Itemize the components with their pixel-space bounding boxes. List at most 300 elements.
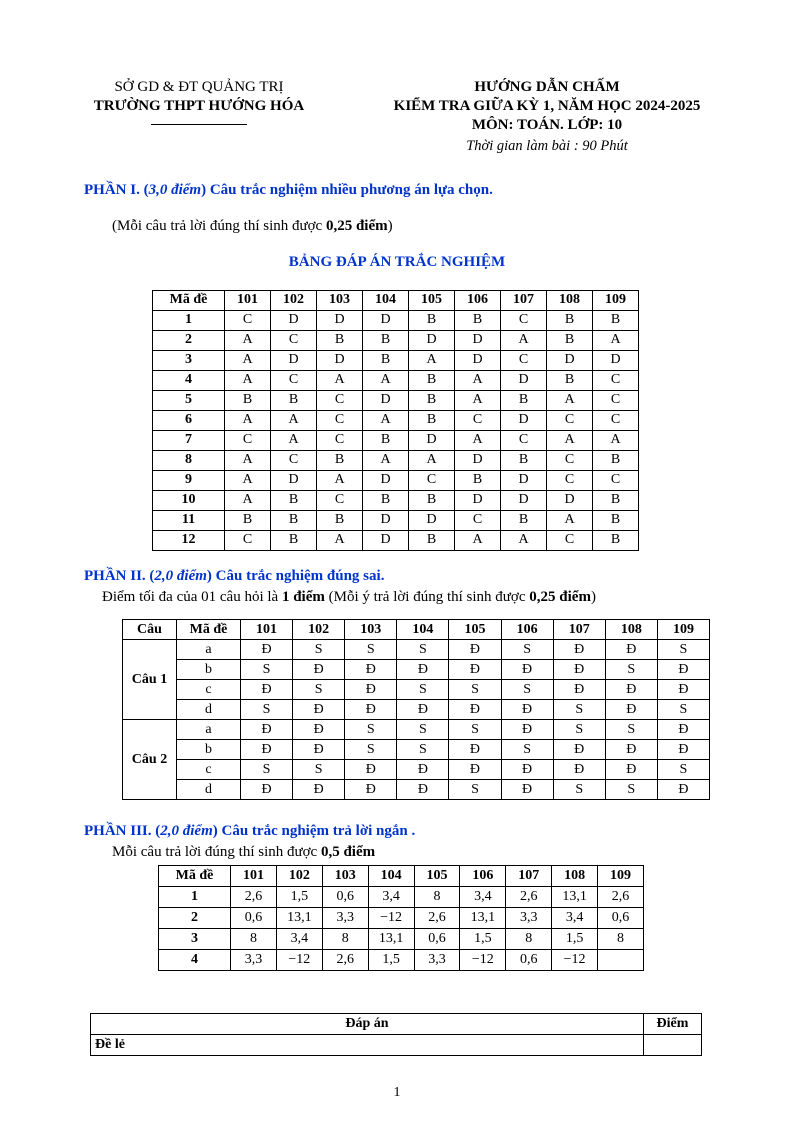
column-header: 102 bbox=[271, 290, 317, 310]
answer-cell: B bbox=[317, 510, 363, 530]
column-header: 104 bbox=[397, 620, 449, 640]
column-header: 105 bbox=[414, 866, 460, 887]
table-row bbox=[123, 700, 710, 720]
answer-cell: A bbox=[409, 350, 455, 370]
column-header: Mã đề bbox=[177, 620, 241, 640]
column-header: 101 bbox=[231, 866, 277, 887]
row-label: Đề lẻ bbox=[91, 1035, 644, 1056]
row-label: 4 bbox=[153, 370, 225, 390]
part3-short-answer-table bbox=[158, 865, 644, 971]
row-label: c bbox=[177, 760, 241, 780]
column-header: 103 bbox=[322, 866, 368, 887]
answer-cell: C bbox=[593, 470, 639, 490]
answer-cell: Đ bbox=[293, 660, 345, 680]
note-text: ) bbox=[387, 218, 393, 235]
row-label: d bbox=[177, 780, 241, 800]
note-text: (Mỗi câu trả lời đúng thí sinh được bbox=[112, 218, 326, 235]
column-header: 108 bbox=[552, 866, 598, 887]
answer-cell: 1,5 bbox=[552, 929, 598, 950]
answer-cell: A bbox=[501, 330, 547, 350]
answer-cell: B bbox=[593, 510, 639, 530]
answer-cell: 1,5 bbox=[276, 887, 322, 908]
answer-cell: B bbox=[363, 430, 409, 450]
answer-cell: A bbox=[317, 470, 363, 490]
answer-cell: D bbox=[363, 310, 409, 330]
table-row bbox=[153, 510, 639, 530]
answer-cell: D bbox=[501, 410, 547, 430]
answer-cell: A bbox=[501, 530, 547, 550]
subject-line: MÔN: TOÁN. LỚP: 10 bbox=[471, 117, 623, 134]
answer-cell: Đ bbox=[449, 640, 501, 660]
answer-cell: 3,3 bbox=[322, 908, 368, 929]
row-label: 6 bbox=[153, 410, 225, 430]
row-label: b bbox=[177, 740, 241, 760]
answer-cell: A bbox=[409, 450, 455, 470]
answer-cell: B bbox=[225, 510, 271, 530]
answer-cell: A bbox=[593, 330, 639, 350]
answer-cell: Đ bbox=[553, 740, 605, 760]
answer-cell: 0,6 bbox=[506, 950, 552, 971]
answer-cell: A bbox=[225, 370, 271, 390]
header-row bbox=[153, 290, 639, 310]
part2-note bbox=[102, 588, 710, 607]
answer-cell: B bbox=[317, 330, 363, 350]
answer-cell: S bbox=[657, 640, 709, 660]
answer-cell: A bbox=[225, 490, 271, 510]
column-header: 109 bbox=[598, 866, 644, 887]
answer-cell: Đ bbox=[605, 680, 657, 700]
answer-cell: D bbox=[271, 310, 317, 330]
document-title: HƯỚNG DẪN CHẤM bbox=[474, 79, 620, 95]
answer-cell: A bbox=[317, 530, 363, 550]
answer-cell: Đ bbox=[449, 760, 501, 780]
answer-cell: B bbox=[271, 510, 317, 530]
answer-cell: B bbox=[409, 370, 455, 390]
row-label: 8 bbox=[153, 450, 225, 470]
answer-cell: C bbox=[271, 370, 317, 390]
table-row bbox=[153, 410, 639, 430]
answer-cell: 0,6 bbox=[414, 929, 460, 950]
answer-cell: A bbox=[455, 390, 501, 410]
answer-cell: 1,5 bbox=[460, 929, 506, 950]
answer-cell: C bbox=[547, 410, 593, 430]
answer-cell: C bbox=[317, 490, 363, 510]
answer-cell: Đ bbox=[397, 780, 449, 800]
answer-cell: 13,1 bbox=[460, 908, 506, 929]
row-label: a bbox=[177, 720, 241, 740]
table-row bbox=[153, 450, 639, 470]
issuer-block bbox=[84, 78, 314, 155]
answer-cell: Đ bbox=[241, 640, 293, 660]
answer-cell: Đ bbox=[657, 680, 709, 700]
answer-cell: A bbox=[547, 510, 593, 530]
part2-heading bbox=[84, 567, 710, 586]
table-row bbox=[123, 720, 710, 740]
answer-cell: B bbox=[593, 450, 639, 470]
answer-cell: B bbox=[501, 450, 547, 470]
answer-cell: Đ bbox=[501, 720, 553, 740]
column-header: 102 bbox=[293, 620, 345, 640]
answer-cell: S bbox=[449, 720, 501, 740]
duration-line: Thời gian làm bài : 90 Phút bbox=[466, 137, 628, 154]
answer-cell: D bbox=[501, 370, 547, 390]
column-header: 104 bbox=[363, 290, 409, 310]
heading-text: ) Câu trắc nghiệm trả lời ngắn . bbox=[212, 823, 416, 840]
answer-cell: Đ bbox=[397, 760, 449, 780]
answer-cell: D bbox=[501, 470, 547, 490]
answer-cell: S bbox=[449, 680, 501, 700]
answer-cell: D bbox=[455, 450, 501, 470]
answer-cell: Đ bbox=[345, 700, 397, 720]
answer-cell: B bbox=[409, 410, 455, 430]
column-header: 109 bbox=[657, 620, 709, 640]
table-row bbox=[123, 740, 710, 760]
answer-cell: S bbox=[345, 640, 397, 660]
answer-cell: A bbox=[455, 430, 501, 450]
answer-cell: B bbox=[271, 390, 317, 410]
answer-cell: 3,3 bbox=[414, 950, 460, 971]
answer-cell: B bbox=[271, 530, 317, 550]
column-header: 106 bbox=[460, 866, 506, 887]
note-emphasis: 1 điểm bbox=[281, 588, 325, 605]
row-label: 1 bbox=[159, 887, 231, 908]
empty-cell bbox=[644, 1035, 702, 1056]
heading-text: ) Câu trắc nghiệm đúng sai. bbox=[206, 567, 385, 584]
row-label: 2 bbox=[153, 330, 225, 350]
table-row bbox=[159, 950, 644, 971]
table-row bbox=[91, 1035, 702, 1056]
row-label: b bbox=[177, 660, 241, 680]
answer-cell: S bbox=[553, 720, 605, 740]
note-emphasis: 0,25 điểm bbox=[529, 588, 591, 605]
column-header: 107 bbox=[553, 620, 605, 640]
answer-cell: B bbox=[547, 310, 593, 330]
answer-cell: A bbox=[271, 410, 317, 430]
group-label: Câu 2 bbox=[123, 720, 177, 800]
answer-cell: S bbox=[293, 760, 345, 780]
answer-cell: C bbox=[409, 470, 455, 490]
answer-cell: B bbox=[363, 350, 409, 370]
column-header: 104 bbox=[368, 866, 414, 887]
answer-cell: D bbox=[455, 330, 501, 350]
part3-note bbox=[112, 843, 710, 862]
answer-cell: D bbox=[409, 430, 455, 450]
answer-cell: D bbox=[317, 310, 363, 330]
answer-cell: A bbox=[225, 350, 271, 370]
answer-cell: S bbox=[553, 780, 605, 800]
row-label: c bbox=[177, 680, 241, 700]
table-row bbox=[159, 929, 644, 950]
answer-cell: Đ bbox=[345, 780, 397, 800]
column-header: 107 bbox=[501, 290, 547, 310]
part1-note bbox=[112, 217, 710, 236]
answer-cell: A bbox=[363, 450, 409, 470]
column-header: Mã đề bbox=[159, 866, 231, 887]
table-row bbox=[153, 490, 639, 510]
answer-cell: C bbox=[547, 530, 593, 550]
answer-cell: A bbox=[317, 370, 363, 390]
answer-cell: D bbox=[271, 350, 317, 370]
table-row bbox=[159, 887, 644, 908]
row-label: 3 bbox=[159, 929, 231, 950]
answer-cell: 8 bbox=[231, 929, 277, 950]
answer-cell: S bbox=[397, 680, 449, 700]
table-row bbox=[153, 370, 639, 390]
points-emphasis: 3,0 điểm bbox=[148, 182, 202, 199]
answer-cell: D bbox=[363, 510, 409, 530]
answer-cell: D bbox=[409, 330, 455, 350]
column-header: 109 bbox=[593, 290, 639, 310]
answer-cell: 13,1 bbox=[552, 887, 598, 908]
answer-cell: B bbox=[409, 530, 455, 550]
column-header: 103 bbox=[345, 620, 397, 640]
answer-cell: Đ bbox=[553, 680, 605, 700]
answer-cell: Đ bbox=[501, 700, 553, 720]
answer-cell: Đ bbox=[293, 780, 345, 800]
column-header: Điểm bbox=[644, 1014, 702, 1035]
header-divider-line bbox=[151, 124, 247, 125]
grading-summary-table bbox=[90, 1013, 702, 1056]
answer-cell: Đ bbox=[397, 700, 449, 720]
answer-cell: Đ bbox=[657, 740, 709, 760]
answer-cell: 0,6 bbox=[322, 887, 368, 908]
row-label: 3 bbox=[153, 350, 225, 370]
table-row bbox=[123, 780, 710, 800]
note-text: ) bbox=[590, 588, 596, 605]
header-row bbox=[159, 866, 644, 887]
table-row bbox=[153, 470, 639, 490]
answer-cell: S bbox=[553, 700, 605, 720]
row-label: 5 bbox=[153, 390, 225, 410]
answer-cell: 2,6 bbox=[414, 908, 460, 929]
answer-cell: B bbox=[455, 470, 501, 490]
answer-cell: Đ bbox=[345, 760, 397, 780]
answer-cell: −12 bbox=[460, 950, 506, 971]
answer-cell: D bbox=[363, 530, 409, 550]
answer-cell: D bbox=[409, 510, 455, 530]
answer-cell: D bbox=[593, 350, 639, 370]
answer-cell: D bbox=[455, 350, 501, 370]
answer-cell: C bbox=[455, 510, 501, 530]
points-emphasis: 2,0 điểm bbox=[154, 567, 207, 584]
answer-cell: S bbox=[501, 740, 553, 760]
answer-cell: C bbox=[271, 330, 317, 350]
column-header: 105 bbox=[449, 620, 501, 640]
heading-text: PHẦN II. ( bbox=[84, 567, 155, 584]
answer-cell: B bbox=[409, 490, 455, 510]
answer-cell: Đ bbox=[605, 700, 657, 720]
answer-cell: S bbox=[501, 640, 553, 660]
note-text: Điểm tối đa của 01 câu hỏi là bbox=[102, 588, 282, 605]
row-label: a bbox=[177, 640, 241, 660]
table-row bbox=[153, 530, 639, 550]
column-header: Câu bbox=[123, 620, 177, 640]
answer-cell: 2,6 bbox=[598, 887, 644, 908]
answer-cell: C bbox=[547, 450, 593, 470]
answer-cell: Đ bbox=[605, 740, 657, 760]
answer-cell: A bbox=[455, 370, 501, 390]
answer-cell: B bbox=[455, 310, 501, 330]
answer-cell: 3,3 bbox=[231, 950, 277, 971]
answer-cell: Đ bbox=[657, 660, 709, 680]
answer-cell: D bbox=[363, 390, 409, 410]
answer-cell: A bbox=[593, 430, 639, 450]
answer-cell: 13,1 bbox=[276, 908, 322, 929]
answer-cell: Đ bbox=[241, 740, 293, 760]
answer-cell: D bbox=[455, 490, 501, 510]
group-label: Câu 1 bbox=[123, 640, 177, 720]
part2-true-false-table bbox=[122, 619, 710, 800]
answer-cell: 3,4 bbox=[276, 929, 322, 950]
answer-cell: 2,6 bbox=[322, 950, 368, 971]
answer-cell: S bbox=[501, 680, 553, 700]
answer-cell: S bbox=[345, 720, 397, 740]
answer-cell: C bbox=[501, 350, 547, 370]
row-label: 4 bbox=[159, 950, 231, 971]
answer-cell: 8 bbox=[322, 929, 368, 950]
answer-cell: S bbox=[397, 720, 449, 740]
answer-cell: A bbox=[225, 450, 271, 470]
table-row bbox=[153, 430, 639, 450]
column-header: 108 bbox=[547, 290, 593, 310]
answer-cell: C bbox=[317, 430, 363, 450]
answer-cell: Đ bbox=[293, 700, 345, 720]
answer-cell: 3,4 bbox=[368, 887, 414, 908]
answer-cell: D bbox=[363, 470, 409, 490]
answer-cell: 8 bbox=[414, 887, 460, 908]
row-label: 11 bbox=[153, 510, 225, 530]
table-row bbox=[153, 310, 639, 330]
column-header: 108 bbox=[605, 620, 657, 640]
answer-cell: 8 bbox=[598, 929, 644, 950]
answer-cell: S bbox=[345, 740, 397, 760]
answer-cell: Đ bbox=[553, 640, 605, 660]
answer-cell: D bbox=[271, 470, 317, 490]
answer-cell: B bbox=[593, 530, 639, 550]
answer-cell: S bbox=[605, 780, 657, 800]
answer-cell: S bbox=[241, 660, 293, 680]
table-row bbox=[153, 350, 639, 370]
title-block bbox=[384, 78, 710, 155]
points-emphasis: 2,0 điểm bbox=[160, 823, 213, 840]
answer-cell: A bbox=[363, 410, 409, 430]
answer-cell: S bbox=[397, 740, 449, 760]
column-header: Mã đề bbox=[153, 290, 225, 310]
answer-cell: S bbox=[605, 660, 657, 680]
column-header: Đáp án bbox=[91, 1014, 644, 1035]
table-row bbox=[123, 680, 710, 700]
answer-cell: A bbox=[225, 470, 271, 490]
answer-cell: C bbox=[317, 410, 363, 430]
answer-cell: 1,5 bbox=[368, 950, 414, 971]
answer-cell: Đ bbox=[345, 680, 397, 700]
answer-cell: Đ bbox=[501, 660, 553, 680]
answer-cell: A bbox=[225, 410, 271, 430]
answer-cell: B bbox=[225, 390, 271, 410]
answer-cell: C bbox=[225, 530, 271, 550]
answer-cell: B bbox=[547, 330, 593, 350]
row-label: d bbox=[177, 700, 241, 720]
column-header: 106 bbox=[501, 620, 553, 640]
answer-cell: 2,6 bbox=[231, 887, 277, 908]
department-name: SỞ GD & ĐT QUẢNG TRỊ bbox=[114, 79, 284, 95]
note-emphasis: 0,5 điểm bbox=[320, 844, 376, 861]
column-header: 102 bbox=[276, 866, 322, 887]
heading-text: ) Câu trắc nghiệm nhiều phương án lựa chọn. bbox=[201, 182, 493, 199]
heading-text: PHẦN III. ( bbox=[84, 823, 161, 840]
answer-cell: C bbox=[547, 470, 593, 490]
answer-cell: S bbox=[241, 760, 293, 780]
answer-cell: B bbox=[317, 450, 363, 470]
column-header: 101 bbox=[241, 620, 293, 640]
answer-cell: 0,6 bbox=[598, 908, 644, 929]
answer-cell: B bbox=[409, 390, 455, 410]
answer-cell: Đ bbox=[553, 760, 605, 780]
table-row bbox=[153, 390, 639, 410]
table-row bbox=[123, 640, 710, 660]
part3-heading bbox=[84, 822, 710, 841]
answer-cell: 3,4 bbox=[460, 887, 506, 908]
answer-cell: 3,4 bbox=[552, 908, 598, 929]
answer-cell: B bbox=[271, 490, 317, 510]
note-text: Mỗi câu trả lời đúng thí sinh được bbox=[112, 844, 321, 861]
column-header: 105 bbox=[409, 290, 455, 310]
answer-cell: Đ bbox=[501, 760, 553, 780]
answer-cell: D bbox=[501, 490, 547, 510]
answer-cell: 0,6 bbox=[231, 908, 277, 929]
answer-cell: B bbox=[363, 490, 409, 510]
row-label: 1 bbox=[153, 310, 225, 330]
heading-text: PHẦN I. ( bbox=[84, 182, 149, 199]
exam-title: KIỂM TRA GIỮA KỲ 1, NĂM HỌC 2024-2025 bbox=[393, 98, 701, 115]
answer-cell: 8 bbox=[506, 929, 552, 950]
answer-cell: C bbox=[317, 390, 363, 410]
answer-cell: S bbox=[293, 680, 345, 700]
row-label: 9 bbox=[153, 470, 225, 490]
header-row bbox=[91, 1014, 702, 1035]
answer-cell: C bbox=[271, 450, 317, 470]
answer-cell: C bbox=[501, 430, 547, 450]
answer-cell: 13,1 bbox=[368, 929, 414, 950]
answer-cell: Đ bbox=[449, 660, 501, 680]
answer-cell: C bbox=[593, 370, 639, 390]
answer-cell: A bbox=[225, 330, 271, 350]
answer-cell: Đ bbox=[605, 760, 657, 780]
answer-cell: A bbox=[363, 370, 409, 390]
answer-cell: 3,3 bbox=[506, 908, 552, 929]
answer-cell: B bbox=[409, 310, 455, 330]
table-row bbox=[159, 908, 644, 929]
answer-cell: Đ bbox=[345, 660, 397, 680]
answer-cell: B bbox=[501, 510, 547, 530]
answer-cell: B bbox=[363, 330, 409, 350]
answer-cell: 2,6 bbox=[506, 887, 552, 908]
note-text: (Mỗi ý trả lời đúng thí sinh được bbox=[324, 588, 530, 605]
answer-cell: Đ bbox=[657, 780, 709, 800]
answer-cell: S bbox=[449, 780, 501, 800]
answer-cell: Đ bbox=[657, 720, 709, 740]
header-row bbox=[123, 620, 710, 640]
answer-cell: D bbox=[547, 350, 593, 370]
answer-cell: −12 bbox=[552, 950, 598, 971]
answer-cell: C bbox=[593, 390, 639, 410]
answer-cell: −12 bbox=[276, 950, 322, 971]
table-row bbox=[123, 760, 710, 780]
answer-cell: Đ bbox=[241, 780, 293, 800]
row-label: 2 bbox=[159, 908, 231, 929]
answer-cell: −12 bbox=[368, 908, 414, 929]
school-name: TRƯỜNG THPT HƯỚNG HÓA bbox=[93, 98, 305, 115]
